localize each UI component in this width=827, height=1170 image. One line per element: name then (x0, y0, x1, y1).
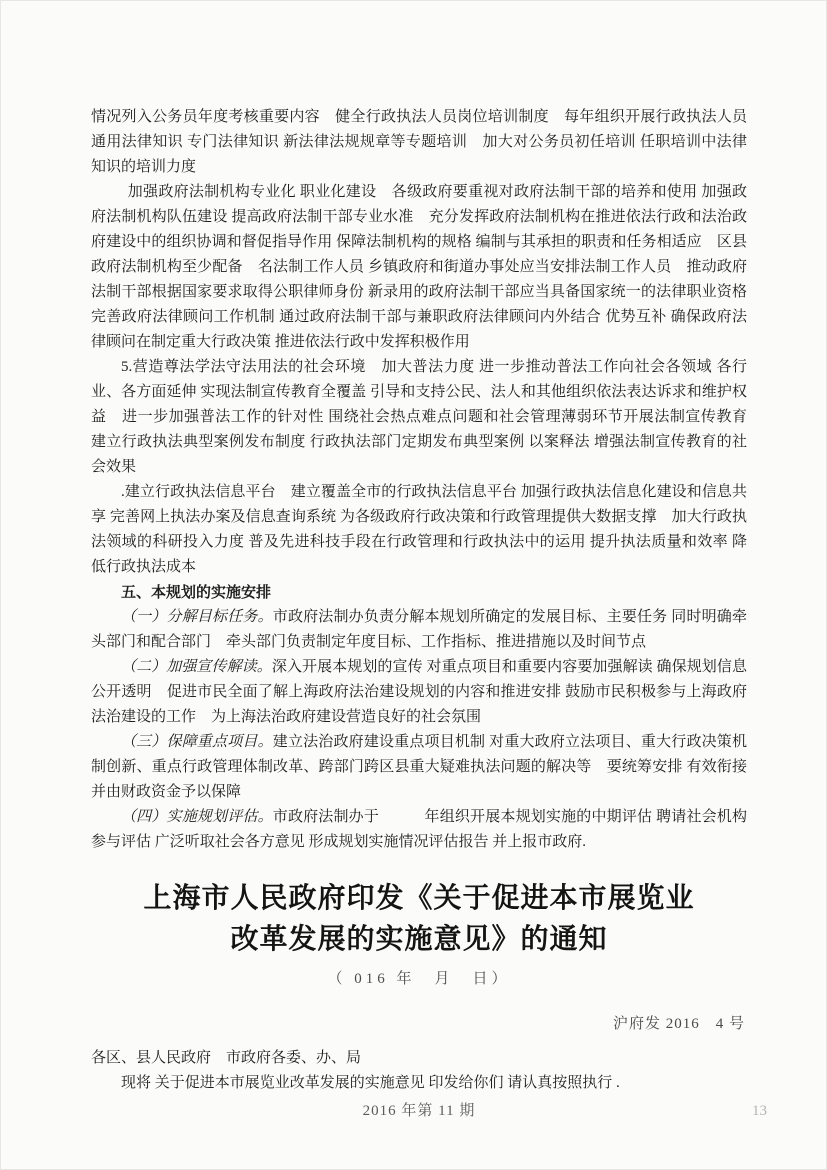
doc-number: 沪府发 2016 4 号 (612, 1016, 745, 1032)
body-paragraph: （一）分解目标任务。市政府法制办负责分解本规划所确定的发展目标、主要任务 同时明确牵头部门和配合部门 牵头部门负责制定年度目标、工作指标、推进措施以及时间节点 (91, 609, 747, 650)
body-paragraph: 加强政府法制机构专业化 职业化建设 各级政府要重视对政府法制干部的培养和使用 加强政府法制机构队伍建设 提高政府法制干部专业水准 充分发挥政府法制机构在推进依法行政和法治政府建设中的组织协调和督促指导作用 保障法制机构的规格 编制与其承担的职责和任务相适应 区县政府法制机构至少配备 名法制工作人员 乡镇政府和街道办事处应当安排法制工作人员 推动政府法制干部根据国家要求取得公职律师身份 新录用的政府法制干部应当具备国家统一的法律职业资格 完善政府法律顾问工作机制 通过政府法制干部与兼职政府法律顾问内外结合 优势互补 确保政府法律顾问在制定重大行政决策 推进依法行政中发挥积极作用 (91, 184, 747, 350)
body-paragraph: （二）加强宣传解读。深入开展本规划的宣传 对重点项目和重要内容要加强解读 确保规划信息公开透明 促进市民全面了解上海政府法治建设规划的内容和推进安排 鼓励市民积极参与上海政府法治建设的工作 为上海法治政府建设营造良好的社会氛围 (91, 659, 747, 725)
page-number: 13 (752, 1103, 767, 1119)
body-paragraph: .建立行政执法信息平台 建立覆盖全市的行政执法信息平台 加强行政执法信息化建设和信息共享 完善网上执法办案及信息查询系统 为各级政府行政决策和行政管理提供大数据支撑 加大行政执法领域的科研投入力度 普及先进科技手段在行政管理和行政执法中的运用 提升执法质量和效率 降低行政执法成本 (91, 484, 747, 575)
notice-title (91, 878, 747, 960)
paragraph-lead: （三）保障重点项目。 (121, 734, 273, 750)
body-paragraph: （四）实施规划评估。市政府法制办于 年组织开展本规划实施的中期评估 聘请社会机构参与评估 广泛听取社会各方意见 形成规划实施情况评估报告 并上报市政府. (91, 809, 747, 850)
body-text (91, 105, 763, 855)
paragraph-lead: （二）加强宣传解读。 (121, 659, 272, 675)
body-paragraph: 情况列入公务员年度考核重要内容 健全行政执法人员岗位培训制度 每年组织开展行政执法人员通用法律知识 专门法律知识 新法律法规规章等专题培训 加大对公务员初任培训 任职培训中法律知识的培训力度 (91, 109, 747, 175)
paragraph-lead: （一）分解目标任务。 (121, 609, 273, 625)
notice-body: 现将 关于促进本市展览业改革发展的实施意见 印发给你们 请认真按照执行 . (121, 1075, 620, 1091)
page-footer (91, 1100, 767, 1122)
body-paragraph: 5.营造尊法学法守法用法的社会环境 加大普法力度 进一步推动普法工作向社会各领域 各行业、各方面延伸 实现法制宣传教育全覆盖 引导和支持公民、法人和其他组织依法表达诉求和维护权益 进一步加强普法工作的针对性 围绕社会热点难点问题和社会管理薄弱环节开展法制宣传教育 建立行政执法典型案例发布制度 行政执法部门定期发布典型案例 以案释法 增强法制宣传教育的社会效果 (91, 359, 763, 475)
notice-addressee: 各区、县人民政府 市政府各委、办、局 (91, 1050, 362, 1066)
page-content (91, 105, 767, 1122)
body-paragraph: （三）保障重点项目。建立法治政府建设重点项目机制 对重大政府立法项目、重大行政决策机制创新、重点行政管理体制改革、跨部门跨区县重大疑难执法问题的解决等 要统筹安排 有效衔接 并由财政资金予以保障 (91, 734, 747, 800)
body-paragraph: 五、本规划的实施安排 (121, 584, 272, 601)
paragraph-lead: （四）实施规划评估。 (121, 809, 273, 825)
notice-title-line2: 改革发展的实施意见》的通知 (230, 924, 608, 955)
notice-date: （ 016 年 月 日） (327, 971, 511, 987)
notice-title-line1: 上海市人民政府印发《关于促进本市展览业 (143, 883, 695, 914)
journal-issue: 2016 年第 11 期 (362, 1103, 476, 1119)
